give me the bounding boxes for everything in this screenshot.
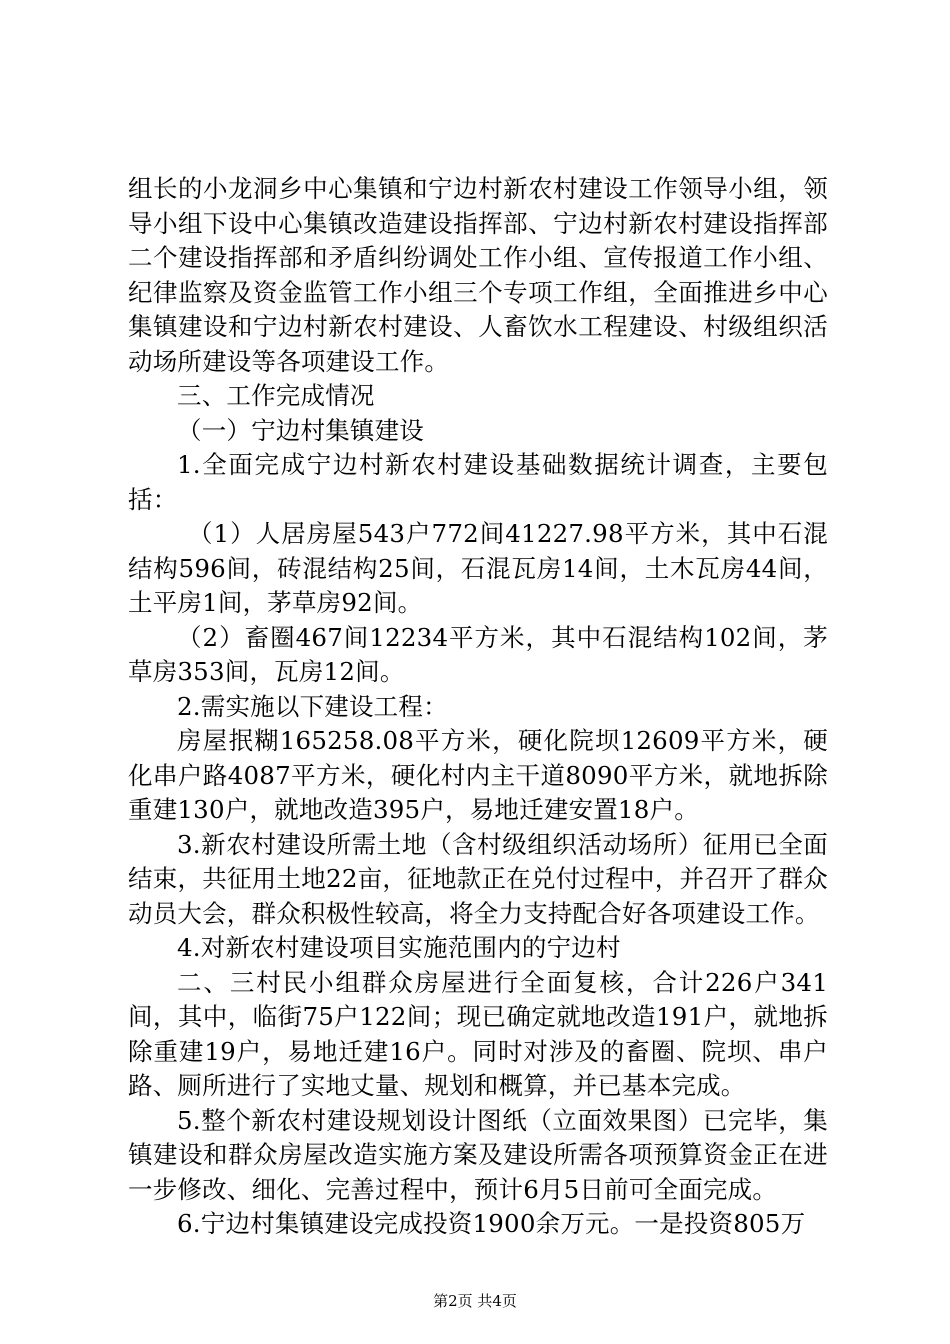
paragraph-item-1-sub-1: （1）人居房屋543户772间41227.98平方米，其中石混结构596间，砖混结构25间，石混瓦房14间，土木瓦房44间，土平房1间，茅草房92间。 xyxy=(128,519,828,617)
paragraph-item-2-detail: 房屋抿糊165258.08平方米，硬化院坝12609平方米，硬化串户路4087平方米，硬化村内主干道8090平方米，就地拆除重建130户，就地改造395户，易地迁建安置18户。 xyxy=(128,726,828,824)
document-body xyxy=(128,172,828,1242)
paragraph-item-1-sub-2: （2）畜圈467间12234平方米，其中石混结构102间，茅草房353间，瓦房12间。 xyxy=(128,622,828,686)
paragraph-item-1: 1.全面完成宁边村新农村建设基础数据统计调查，主要包括： xyxy=(128,450,828,514)
paragraph-item-6: 6.宁边村集镇建设完成投资1900余万元。一是投资805万 xyxy=(177,1209,806,1238)
paragraph-item-4: 4.对新农村建设项目实施范围内的宁边村 xyxy=(177,933,621,962)
section-heading-work-completion: 三、工作完成情况 xyxy=(177,381,375,410)
paragraph-item-4-detail: 二、三村民小组群众房屋进行全面复核，合计226户341间，其中，临街75户122间；现已确定就地改造191户，就地拆除重建19户，易地迁建16户。同时对涉及的畜圈、院坝、串户路、厕所进行了实地丈量、规划和概算，并已基本完成。 xyxy=(128,967,828,1100)
paragraph-leading-groups: 组长的小龙洞乡中心集镇和宁边村新农村建设工作领导小组，领导小组下设中心集镇改造建设指挥部、宁边村新农村建设指挥部二个建设指挥部和矛盾纠纷调处工作小组、宣传报道工作小组、纪律监察及资金监管工作小组三个专项工作组，全面推进乡中心集镇建设和宁边村新农村建设、人畜饮水工程建设、村级组织活动场所建设等各项建设工作。 xyxy=(128,174,828,376)
paragraph-item-3: 3.新农村建设所需土地（含村级组织活动场所）征用已全面结束，共征用土地22亩，征地款正在兑付过程中，并召开了群众动员大会，群众积极性较高，将全力支持配合好各项建设工作。 xyxy=(128,829,828,928)
subsection-heading-town-construction: （一）宁边村集镇建设 xyxy=(177,415,424,445)
paragraph-item-2: 2.需实施以下建设工程： xyxy=(177,691,448,721)
paragraph-item-5: 5.整个新农村建设规划设计图纸（立面效果图）已完毕，集镇建设和群众房屋改造实施方案及建设所需各项预算资金正在进一步修改、细化、完善过程中，预计6月5日前可全面完成。 xyxy=(128,1105,828,1204)
page-number-footer: 第2页 共4页 xyxy=(433,1292,517,1310)
